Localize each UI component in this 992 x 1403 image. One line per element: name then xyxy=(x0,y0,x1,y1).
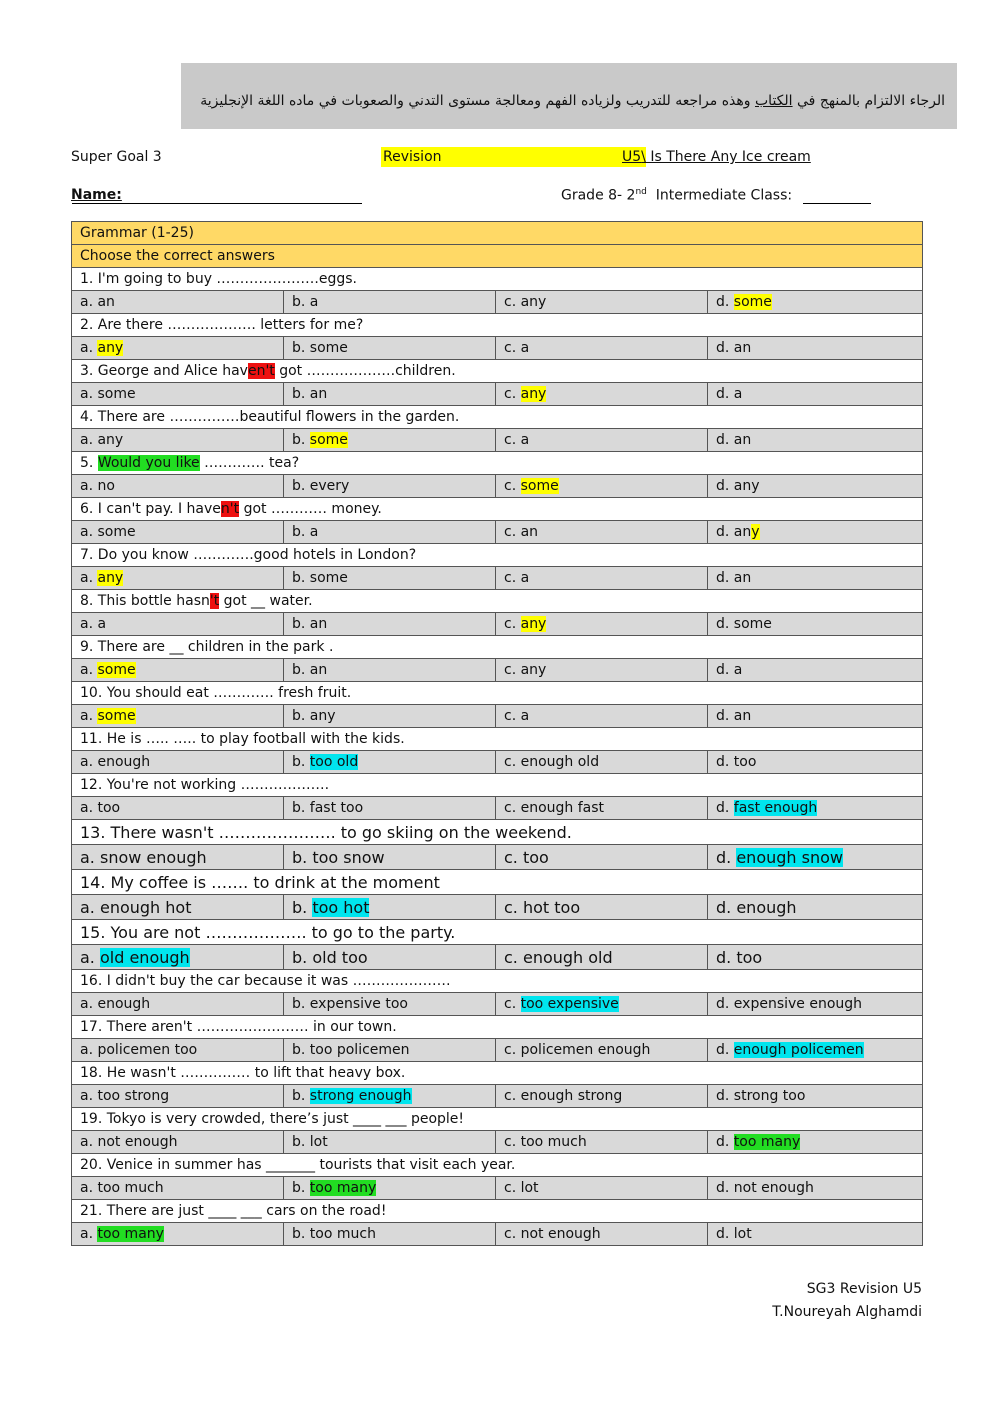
text-segment: c. lot xyxy=(504,1180,539,1196)
text-segment: b. expensive too xyxy=(292,996,408,1012)
text-segment: d. expensive enough xyxy=(716,996,863,1012)
answer-option[interactable] xyxy=(72,659,284,682)
question-text xyxy=(72,544,923,567)
text-segment: b. lot xyxy=(292,1134,328,1150)
text-segment: c. any xyxy=(504,294,547,310)
question-row xyxy=(72,406,923,429)
text-segment: c. enough fast xyxy=(504,800,605,816)
question-row xyxy=(72,498,923,521)
answer-option[interactable] xyxy=(72,613,284,636)
question-text xyxy=(72,920,923,945)
answer-option[interactable] xyxy=(284,945,496,970)
answer-option[interactable] xyxy=(708,1131,923,1154)
answer-option[interactable] xyxy=(708,1177,923,1200)
text-segment: a. not enough xyxy=(80,1134,178,1150)
text-segment: d. any xyxy=(716,478,760,494)
answer-option[interactable] xyxy=(72,475,284,498)
answer-option[interactable] xyxy=(72,797,284,820)
answer-option[interactable] xyxy=(72,383,284,406)
answer-option[interactable] xyxy=(284,1131,496,1154)
question-row xyxy=(72,1200,923,1223)
answer-option[interactable] xyxy=(496,797,708,820)
options-row xyxy=(72,1131,923,1154)
highlighted-answer: strong enough xyxy=(309,1088,412,1104)
answer-option[interactable] xyxy=(708,567,923,590)
text-segment: a. any xyxy=(80,432,124,448)
text-segment: a. xyxy=(80,662,98,678)
text-segment: d. xyxy=(716,847,737,867)
text-segment: a. enough xyxy=(80,754,151,770)
text-segment: a. xyxy=(80,947,100,967)
text-segment: d. xyxy=(716,800,734,816)
answer-option[interactable] xyxy=(496,291,708,314)
answer-option[interactable] xyxy=(496,895,708,920)
question-text xyxy=(72,590,923,613)
answer-option[interactable] xyxy=(708,521,923,544)
text-segment: c. xyxy=(504,386,521,402)
question-row xyxy=(72,1062,923,1085)
text-segment: c. xyxy=(504,996,521,1012)
options-row xyxy=(72,1039,923,1062)
answer-option[interactable] xyxy=(708,993,923,1016)
answer-option[interactable] xyxy=(496,1039,708,1062)
question-row xyxy=(72,820,923,845)
text-segment: c. a xyxy=(504,340,530,356)
highlighted-answer: Would you like xyxy=(97,455,200,471)
options-row xyxy=(72,613,923,636)
text-segment: d. a xyxy=(716,662,743,678)
options-row xyxy=(72,1223,923,1246)
question-row xyxy=(72,268,923,291)
answer-option[interactable] xyxy=(284,383,496,406)
answer-option[interactable] xyxy=(496,383,708,406)
question-row xyxy=(72,870,923,895)
text-segment: b. an xyxy=(292,662,328,678)
text-segment: 12. You're not working ………………. xyxy=(80,777,330,793)
text-segment: 11. He is ….. ….. to play football with the kids. xyxy=(80,731,405,747)
options-row xyxy=(72,1177,923,1200)
text-segment: d. an xyxy=(716,708,752,724)
text-segment: d. an xyxy=(716,432,752,448)
text-segment: b. every xyxy=(292,478,350,494)
text-segment: got ………… money. xyxy=(239,501,382,517)
text-segment: d. xyxy=(716,294,734,310)
options-row xyxy=(72,659,923,682)
question-text xyxy=(72,774,923,797)
text-segment: a. an xyxy=(80,294,115,310)
answer-option[interactable] xyxy=(284,845,496,870)
answer-option[interactable] xyxy=(708,429,923,452)
text-segment: b. too policemen xyxy=(292,1042,410,1058)
text-segment: b. a xyxy=(292,524,319,540)
text-segment: d. an xyxy=(716,340,752,356)
class-blank xyxy=(803,203,871,204)
text-segment: d. strong too xyxy=(716,1088,806,1104)
answer-option[interactable] xyxy=(284,1177,496,1200)
section-title: Grammar (1-25) xyxy=(72,222,923,245)
text-segment: c. enough old xyxy=(504,754,600,770)
text-segment: c. enough strong xyxy=(504,1088,623,1104)
answer-option[interactable] xyxy=(72,521,284,544)
highlighted-answer: any xyxy=(97,340,124,356)
text-segment: b. too snow xyxy=(292,847,385,867)
answer-option[interactable] xyxy=(708,1085,923,1108)
options-row xyxy=(72,845,923,870)
highlighted-answer: any xyxy=(97,570,124,586)
text-segment: b. fast too xyxy=(292,800,364,816)
section-instruction: Choose the correct answers xyxy=(72,245,923,268)
answer-option[interactable] xyxy=(496,429,708,452)
text-segment: got __ water. xyxy=(219,593,313,609)
answer-option[interactable] xyxy=(72,429,284,452)
question-text xyxy=(72,820,923,845)
options-row xyxy=(72,429,923,452)
answer-option[interactable] xyxy=(284,659,496,682)
highlighted-answer: too many xyxy=(733,1134,801,1150)
question-text xyxy=(72,636,923,659)
text-segment: 6. I can't pay. I have xyxy=(80,501,221,517)
text-segment: a. enough hot xyxy=(80,897,192,917)
text-segment: 5. xyxy=(80,455,98,471)
text-segment: 15. You are not ………………. to go to the party. xyxy=(80,922,456,942)
footer-teacher: T.Noureyah Alghamdi xyxy=(772,1304,922,1320)
answer-option[interactable] xyxy=(284,337,496,360)
text-segment: a. too strong xyxy=(80,1088,170,1104)
answer-option[interactable] xyxy=(708,1039,923,1062)
text-segment: b. any xyxy=(292,708,336,724)
answer-option[interactable] xyxy=(496,751,708,774)
answer-option[interactable] xyxy=(496,1131,708,1154)
options-row xyxy=(72,705,923,728)
answer-option[interactable] xyxy=(72,1223,284,1246)
answer-option[interactable] xyxy=(284,1039,496,1062)
text-segment: d. xyxy=(716,1134,734,1150)
text-segment: 18. He wasn't …………… to lift that heavy box. xyxy=(80,1065,406,1081)
highlighted-answer: some xyxy=(733,294,772,310)
highlighted-answer: en't xyxy=(247,363,275,379)
answer-option[interactable] xyxy=(708,751,923,774)
text-segment: c. policemen enough xyxy=(504,1042,651,1058)
text-segment: c. a xyxy=(504,570,530,586)
text-segment: 13. There wasn't …………………. to go skiing on the weekend. xyxy=(80,822,572,842)
question-text xyxy=(72,870,923,895)
answer-option[interactable] xyxy=(72,337,284,360)
text-segment: 2. Are there ………………. letters for me? xyxy=(80,317,364,333)
question-text xyxy=(72,406,923,429)
options-row xyxy=(72,291,923,314)
text-segment: 10. You should eat …………. fresh fruit. xyxy=(80,685,352,701)
answer-option[interactable] xyxy=(72,567,284,590)
grammar-table xyxy=(71,221,923,1246)
text-segment: a. too much xyxy=(80,1180,164,1196)
highlighted-answer: any xyxy=(520,616,547,632)
highlighted-answer: too old xyxy=(309,754,359,770)
text-segment: 9. There are __ children in the park . xyxy=(80,639,334,655)
options-row xyxy=(72,475,923,498)
question-text xyxy=(72,1062,923,1085)
highlighted-answer: enough policemen xyxy=(733,1042,864,1058)
question-row xyxy=(72,728,923,751)
question-row xyxy=(72,544,923,567)
unit-title xyxy=(622,149,811,165)
text-segment: 21. There are just ____ ___ cars on the road! xyxy=(80,1203,387,1219)
options-row xyxy=(72,895,923,920)
text-segment: 14. My coffee is ……. to drink at the moment xyxy=(80,872,440,892)
highlighted-answer: some xyxy=(309,432,348,448)
text-segment: d. xyxy=(716,1042,734,1058)
text-segment: b. xyxy=(292,897,313,917)
unit-name: \ Is There Any Ice cream xyxy=(641,149,811,165)
highlighted-answer: enough snow xyxy=(736,847,843,867)
answer-option[interactable] xyxy=(496,705,708,728)
text-segment: a. xyxy=(80,708,98,724)
text-segment: d. a xyxy=(716,386,743,402)
highlighted-answer: y xyxy=(751,524,760,540)
highlighted-answer: old enough xyxy=(99,947,190,967)
text-segment: c. too much xyxy=(504,1134,587,1150)
answer-option[interactable] xyxy=(496,567,708,590)
highlighted-answer: n't xyxy=(220,501,240,517)
text-segment: d. not enough xyxy=(716,1180,814,1196)
question-row xyxy=(72,682,923,705)
footer-revision: SG3 Revision U5 xyxy=(806,1281,922,1297)
question-text xyxy=(72,728,923,751)
answer-option[interactable] xyxy=(496,475,708,498)
question-text xyxy=(72,1154,923,1177)
answer-option[interactable] xyxy=(284,429,496,452)
text-segment: 20. Venice in summer has _______ tourists that visit each year. xyxy=(80,1157,516,1173)
question-row xyxy=(72,360,923,383)
answer-option[interactable] xyxy=(72,751,284,774)
question-row xyxy=(72,970,923,993)
text-segment: got ……………….children. xyxy=(274,363,456,379)
options-row xyxy=(72,1085,923,1108)
unit-number: U5 xyxy=(622,149,642,165)
answer-option[interactable] xyxy=(496,613,708,636)
text-segment: a. xyxy=(80,340,98,356)
text-segment: d. enough xyxy=(716,897,797,917)
answer-option[interactable] xyxy=(72,1177,284,1200)
text-segment: d. an xyxy=(716,524,752,540)
text-segment: c. a xyxy=(504,708,530,724)
grade-class-label: Grade 8- 2nd Intermediate Class: xyxy=(561,187,793,204)
answer-option[interactable] xyxy=(72,845,284,870)
question-row xyxy=(72,636,923,659)
answer-option[interactable] xyxy=(708,383,923,406)
highlighted-answer: fast enough xyxy=(733,800,818,816)
answer-option[interactable] xyxy=(496,845,708,870)
answer-option[interactable] xyxy=(708,337,923,360)
text-segment: a. xyxy=(80,570,98,586)
text-segment: a. some xyxy=(80,386,136,402)
revision-label: Revision xyxy=(383,149,442,165)
text-segment: b. xyxy=(292,432,310,448)
text-segment: 17. There aren't …………………… in our town. xyxy=(80,1019,397,1035)
question-text xyxy=(72,1108,923,1131)
question-row xyxy=(72,1154,923,1177)
answer-option[interactable] xyxy=(72,705,284,728)
question-text xyxy=(72,498,923,521)
text-segment: c. hot too xyxy=(504,897,581,917)
answer-option[interactable] xyxy=(284,613,496,636)
answer-option[interactable] xyxy=(284,475,496,498)
answer-option[interactable] xyxy=(708,845,923,870)
question-text xyxy=(72,1200,923,1223)
answer-option[interactable] xyxy=(708,1223,923,1246)
highlighted-answer: some xyxy=(97,708,136,724)
answer-option[interactable] xyxy=(284,705,496,728)
answer-option[interactable] xyxy=(72,291,284,314)
text-segment: c. xyxy=(504,616,521,632)
text-segment: …………. tea? xyxy=(199,455,300,471)
highlighted-answer: any xyxy=(520,386,547,402)
instruction-banner xyxy=(181,63,957,129)
highlighted-answer: some xyxy=(520,478,559,494)
text-segment: b. a xyxy=(292,294,319,310)
answer-option[interactable] xyxy=(708,895,923,920)
question-row xyxy=(72,920,923,945)
answer-option[interactable] xyxy=(496,659,708,682)
highlighted-answer: too many xyxy=(309,1180,377,1196)
question-row xyxy=(72,452,923,475)
answer-option[interactable] xyxy=(284,291,496,314)
text-segment: d. some xyxy=(716,616,772,632)
text-segment: 1. I'm going to buy ………………….eggs. xyxy=(80,271,358,287)
text-segment: 19. Tokyo is very crowded, there’s just ____ ___ people! xyxy=(80,1111,465,1127)
question-text xyxy=(72,314,923,337)
text-segment: 3. George and Alice hav xyxy=(80,363,248,379)
answer-option[interactable] xyxy=(72,1131,284,1154)
options-row xyxy=(72,337,923,360)
answer-option[interactable] xyxy=(284,751,496,774)
answer-option[interactable] xyxy=(496,1085,708,1108)
answer-option[interactable] xyxy=(72,1039,284,1062)
text-segment: a. too xyxy=(80,800,121,816)
highlighted-answer: 't xyxy=(209,593,220,609)
answer-option[interactable] xyxy=(496,993,708,1016)
answer-option[interactable] xyxy=(496,1177,708,1200)
answer-option[interactable] xyxy=(284,1223,496,1246)
question-text xyxy=(72,360,923,383)
question-text xyxy=(72,682,923,705)
options-row xyxy=(72,751,923,774)
answer-option[interactable] xyxy=(496,521,708,544)
text-segment: b. some xyxy=(292,570,348,586)
answer-option[interactable] xyxy=(708,945,923,970)
answer-option[interactable] xyxy=(708,475,923,498)
name-blank xyxy=(72,203,362,204)
answer-option[interactable] xyxy=(72,1085,284,1108)
text-segment: a. policemen too xyxy=(80,1042,198,1058)
answer-option[interactable] xyxy=(72,993,284,1016)
answer-option[interactable] xyxy=(496,945,708,970)
options-row xyxy=(72,945,923,970)
question-text xyxy=(72,970,923,993)
question-text xyxy=(72,268,923,291)
highlighted-answer: some xyxy=(97,662,136,678)
question-row xyxy=(72,590,923,613)
answer-option[interactable] xyxy=(284,1085,496,1108)
text-segment: a. a xyxy=(80,616,107,632)
text-segment: c. any xyxy=(504,662,547,678)
highlighted-answer: too many xyxy=(97,1226,164,1242)
text-segment: c. an xyxy=(504,524,539,540)
text-segment: a. some xyxy=(80,524,136,540)
text-segment: c. a xyxy=(504,432,530,448)
question-row xyxy=(72,1108,923,1131)
options-row xyxy=(72,567,923,590)
question-text xyxy=(72,1016,923,1039)
text-segment: b. xyxy=(292,1088,310,1104)
text-segment: c. too xyxy=(504,847,549,867)
question-row xyxy=(72,1016,923,1039)
answer-option[interactable] xyxy=(284,521,496,544)
answer-option[interactable] xyxy=(72,945,284,970)
options-row xyxy=(72,521,923,544)
question-row xyxy=(72,774,923,797)
question-text xyxy=(72,452,923,475)
text-segment: b. xyxy=(292,1180,310,1196)
text-segment: b. too much xyxy=(292,1226,376,1242)
options-row xyxy=(72,383,923,406)
text-segment: 8. This bottle hasn xyxy=(80,593,210,609)
text-segment: c. enough old xyxy=(504,947,613,967)
text-segment: 7. Do you know ………….good hotels in London? xyxy=(80,547,417,563)
options-row xyxy=(72,993,923,1016)
text-segment: b. an xyxy=(292,386,328,402)
answer-option[interactable] xyxy=(72,895,284,920)
text-segment: b. some xyxy=(292,340,348,356)
text-segment: d. lot xyxy=(716,1226,752,1242)
book-title: Super Goal 3 xyxy=(71,149,162,165)
answer-option[interactable] xyxy=(284,895,496,920)
text-segment: b. xyxy=(292,754,310,770)
name-label: Name: xyxy=(71,187,122,203)
answer-option[interactable] xyxy=(284,567,496,590)
question-row xyxy=(72,314,923,337)
text-segment: b. an xyxy=(292,616,328,632)
text-segment: 4. There are ……………beautiful flowers in the garden. xyxy=(80,409,460,425)
text-segment: 16. I didn't buy the car because it was ………………… xyxy=(80,973,451,989)
text-segment: d. too xyxy=(716,754,757,770)
text-segment: a. no xyxy=(80,478,115,494)
text-segment: b. old too xyxy=(292,947,368,967)
text-segment: d. too xyxy=(716,947,763,967)
answer-option[interactable] xyxy=(496,337,708,360)
options-row xyxy=(72,797,923,820)
answer-option[interactable] xyxy=(708,705,923,728)
text-segment: a. snow enough xyxy=(80,847,207,867)
answer-option[interactable] xyxy=(708,291,923,314)
text-segment: d. an xyxy=(716,570,752,586)
arabic-instruction: الرجاء الالتزام بالمنهج في الكتاب وهذه مراجعه للتدريب ولزياده الفهم ومعالجة مستوى التدني والصعوبات في ماده اللغة الإنجليزية xyxy=(200,93,945,109)
text-segment: a. xyxy=(80,1226,98,1242)
answer-option[interactable] xyxy=(284,797,496,820)
text-segment: c. not enough xyxy=(504,1226,601,1242)
highlighted-answer: too hot xyxy=(312,897,370,917)
text-segment: a. enough xyxy=(80,996,151,1012)
highlighted-answer: too expensive xyxy=(520,996,619,1012)
answer-option[interactable] xyxy=(496,1223,708,1246)
answer-option[interactable] xyxy=(708,613,923,636)
answer-option[interactable] xyxy=(284,993,496,1016)
answer-option[interactable] xyxy=(708,797,923,820)
text-segment: c. xyxy=(504,478,521,494)
answer-option[interactable] xyxy=(708,659,923,682)
